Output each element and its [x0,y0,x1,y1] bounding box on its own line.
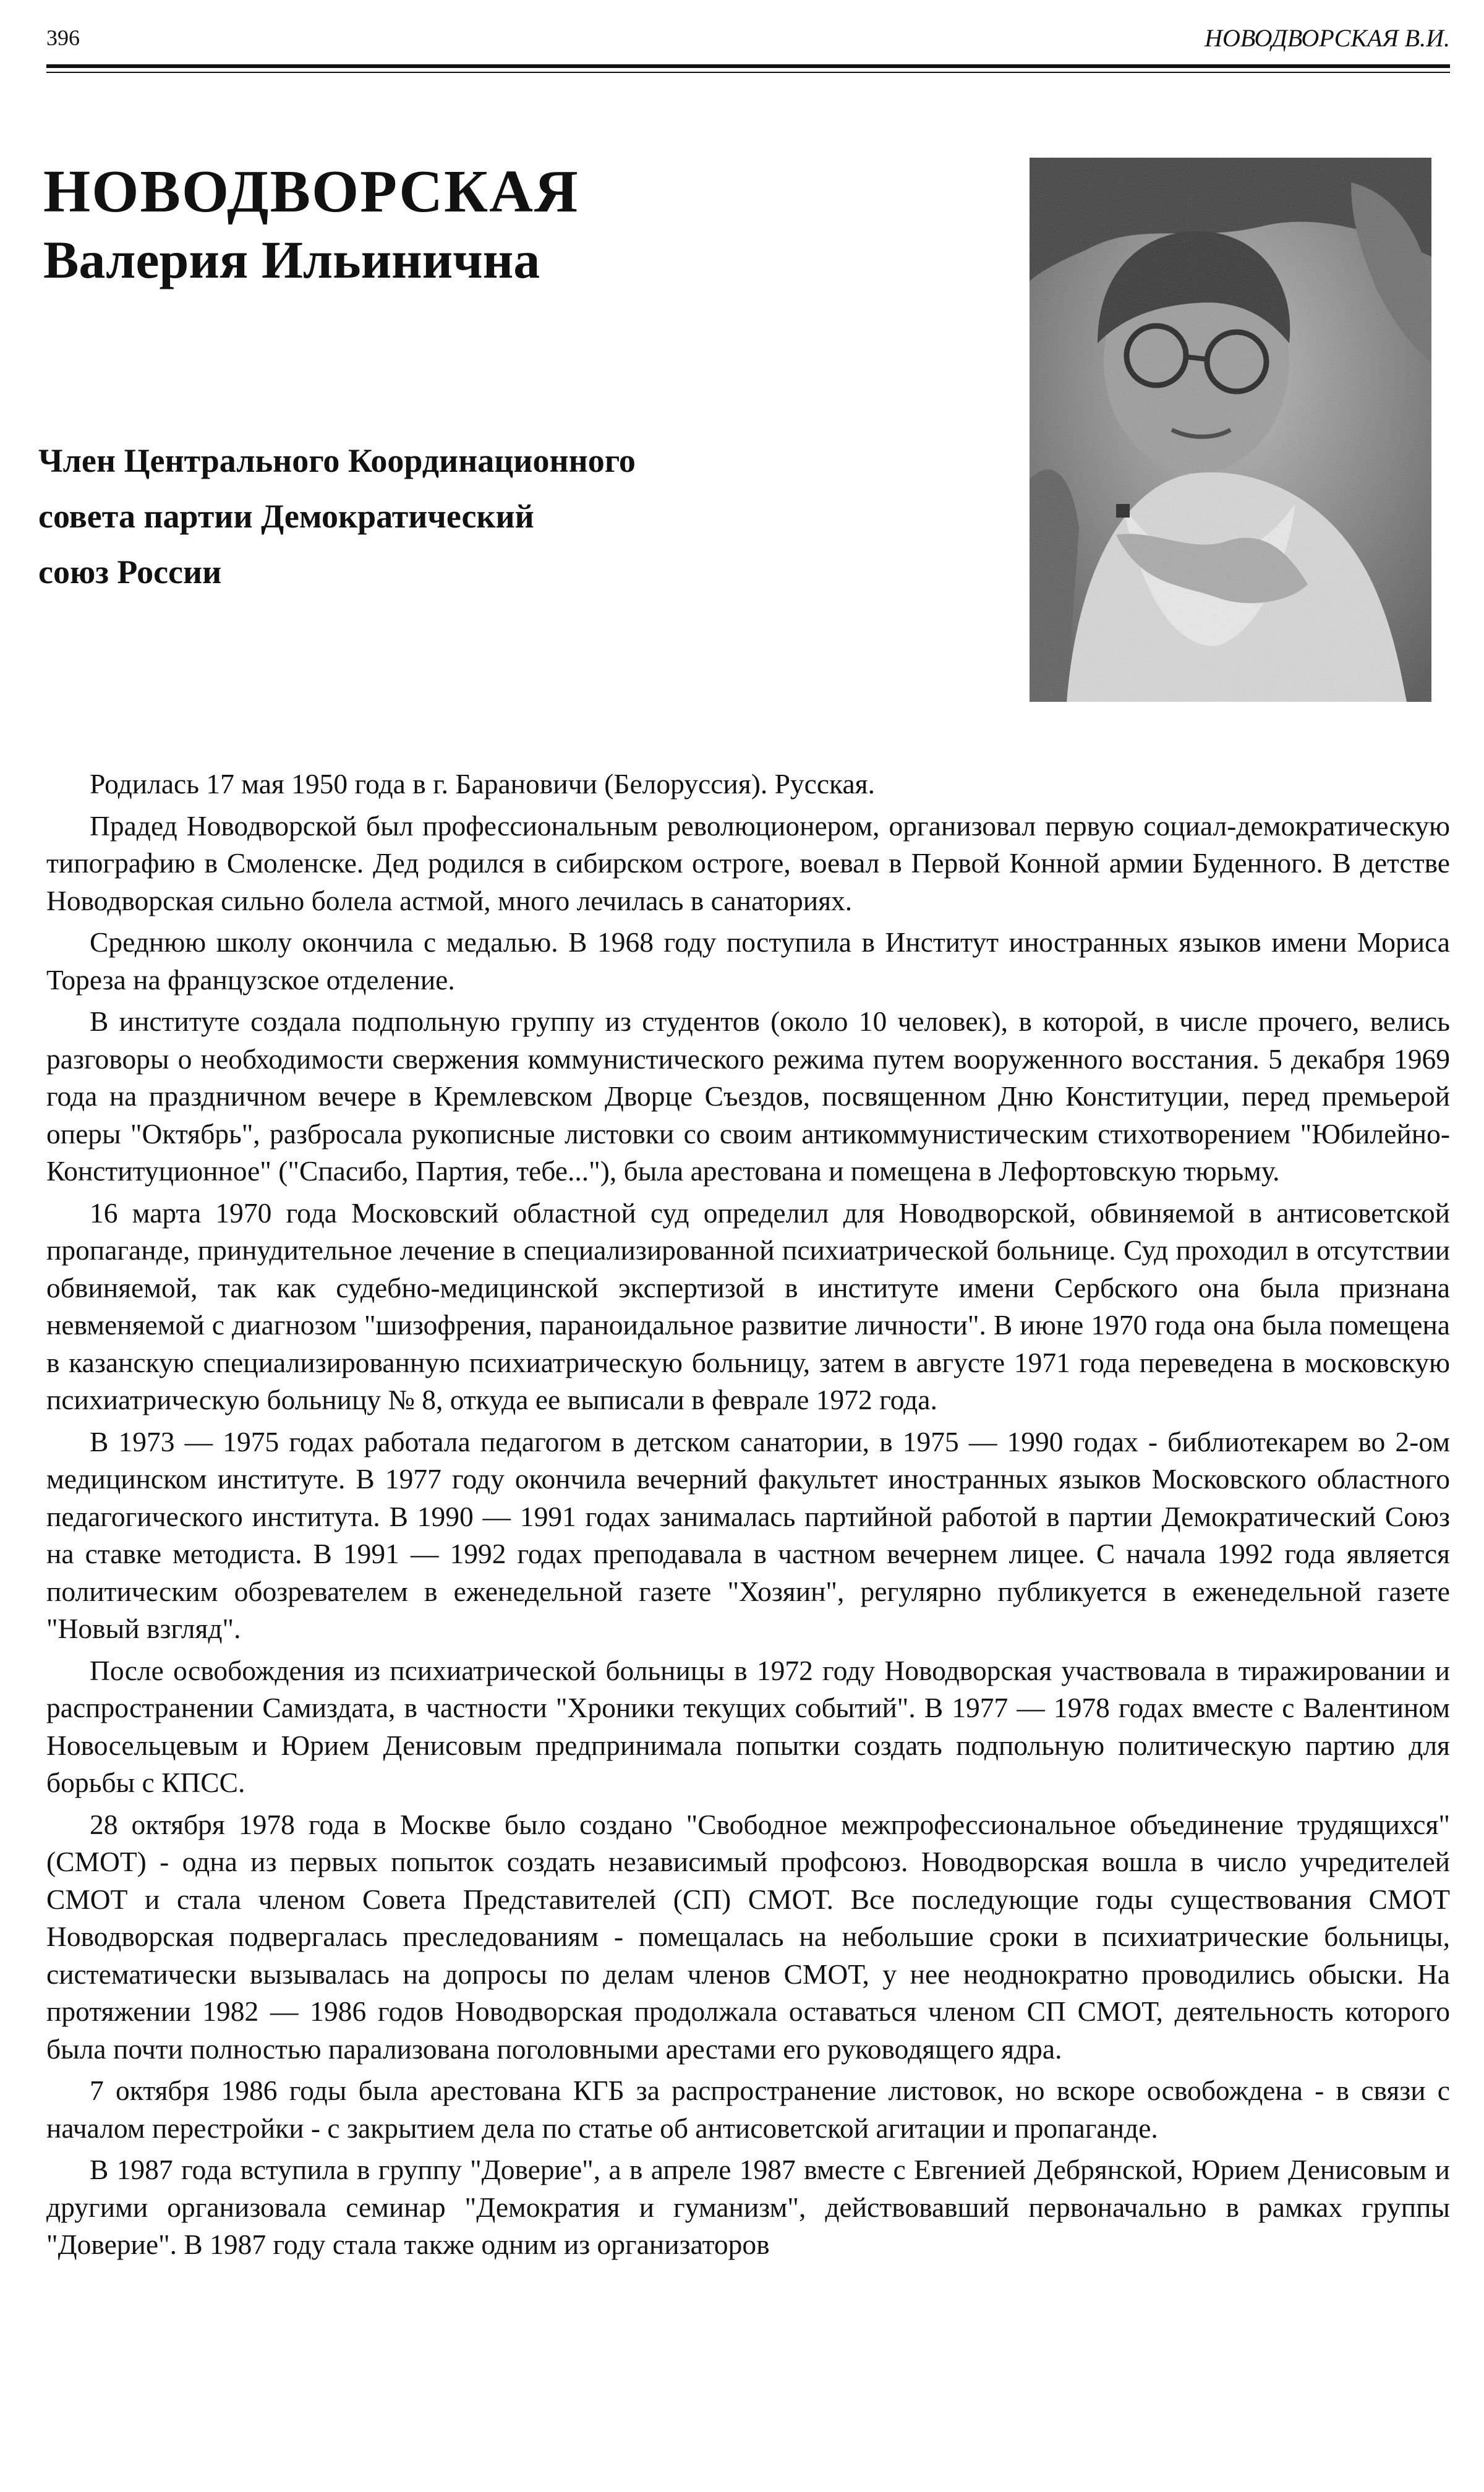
position-title [38,433,842,600]
portrait-photo [1030,158,1431,702]
header-rule-thin [46,72,1450,73]
position-line-2: совета партии Демократический [38,498,534,535]
paragraph: В 1987 года вступила в группу "Доверие", а в апреле 1987 вместе с Евгенией Дебрянской, Юрием Денисовым и другими организовала семинар "Демократия и гуманизм", действовавший первоначально в рамках группы "Доверие". В 1987 году стала также одним из организаторов [46,2154,1450,2260]
paragraph: После освобождения из психиатрической больницы в 1972 году Новодворская участвовала в тиражировании и распространении Самиздата, в частности "Хроники текущих событий". В 1977 — 1978 годах вместе с Валентином Новосельцевым и Юрием Денисовым предпринимала попытки создать подпольную политическую партию для борьбы с КПСС. [46,1654,1450,1798]
page-number: 396 [46,25,80,50]
page-header [46,19,1450,56]
paragraph: Среднюю школу окончила с медалью. В 1968 году поступила в Институт иностранных языков имени Мориса Тореза на французское отделение. [46,926,1450,996]
paragraph: В институте создала подпольную группу из студентов (около 10 человек), в которой, в числе прочего, велись разговоры о необходимости свержения коммунистического режима путем вооруженного восстания. 5 декабря 1969 года на праздничном вечере в Кремлевском Дворце Съездов, посвященном Дню Конституции, перед премьерой оперы "Октябрь", разбросала рукописные листовки со своим антикоммунистическим стихотворением "Юбилейно-Конституционное" ("Спасибо, Партия, тебе..."), была арестована и помещена в Лефортовскую тюрьму. [46,1005,1450,1187]
paragraph: Прадед Новодворской был профессиональным революционером, организовал первую социал-демократическую типографию в Смоленске. Дед родился в сибирском остроге, воевал в Первой Конной армии Буденного. В детстве Новодворская сильно болела астмой, много лечилась в санаториях. [46,809,1450,916]
paragraph: 7 октября 1986 годы была арестована КГБ за распространение листовок, но вскоре освобождена - в связи с началом перестройки - с закрытием дела по статье об антисоветской агитации и пропаганде. [46,2075,1450,2144]
portrait-photo-icon [1030,158,1431,702]
paragraph: В 1973 — 1975 годах работала педагогом в детском санатории, в 1975 — 1990 годах - библиотекарем во 2-ом медицинском институте. В 1977 году окончила вечерний факультет иностранных языков Московского областного педагогического института. В 1990 — 1991 годах занималась партийной работой в партии Демократический Союз на ставке методиста. В 1991 — 1992 годах преподавала в частном вечернем лицее. С начала 1992 года является политическим обозревателем в еженедельной газете "Хозяин", регулярно публикуется в еженедельной газете "Новый взгляд". [46,1425,1450,1644]
running-head: НОВОДВОРСКАЯ В.И. [1205,24,1450,52]
article-title [43,158,971,294]
paragraph: 16 марта 1970 года Московский областной суд определил для Новодворской, обвиняемой в антисоветской пропаганде, принудительное лечение в специализированной психиатрической больнице. Суд проходил в отсутствии обвиняемой, так как судебно-медицинской экспертизой в институте имени Сербского она была признана невменяемой с диагнозом "шизофрения, параноидальное развитие личности". В июне 1970 года она была помещена в казанскую специализированную психиатрическую больницу, затем в августе 1971 года переведена в московскую психиатрическую больницу № 8, откуда ее выписали в феврале 1972 года. [46,1197,1450,1415]
title-surname: НОВОДВОРСКАЯ [43,158,579,225]
article-body [46,766,1450,2264]
position-line-1: Член Центрального Координационного [38,442,636,479]
title-names: Валерия Ильинична [43,230,540,289]
paragraph: Родилась 17 мая 1950 года в г. Барановичи (Белоруссия). Русская. [90,768,875,800]
paragraph: 28 октября 1978 года в Москве было создано "Свободное межпрофессиональное объединение трудящихся" (СМОТ) - одна из первых попыток создать независимый профсоюз. Новодворская вошла в число учредителей СМОТ и стала членом Совета Представителей (СП) СМОТ. Все последующие годы существования СМОТ Новодворская подвергалась преследованиям - помещалась на небольшие сроки в психиатрические больницы, систематически вызывалась на допросы по делам членов СМОТ, у нее неоднократно проводились обыски. На протяжении 1982 — 1986 годов Новодворская продолжала оставаться членом СП СМОТ, деятельность которого была почти полностью парализована поголовными арестами его руководящего ядра. [46,1808,1450,2065]
position-line-3: союз России [38,553,222,591]
header-rule-thick [46,64,1450,68]
